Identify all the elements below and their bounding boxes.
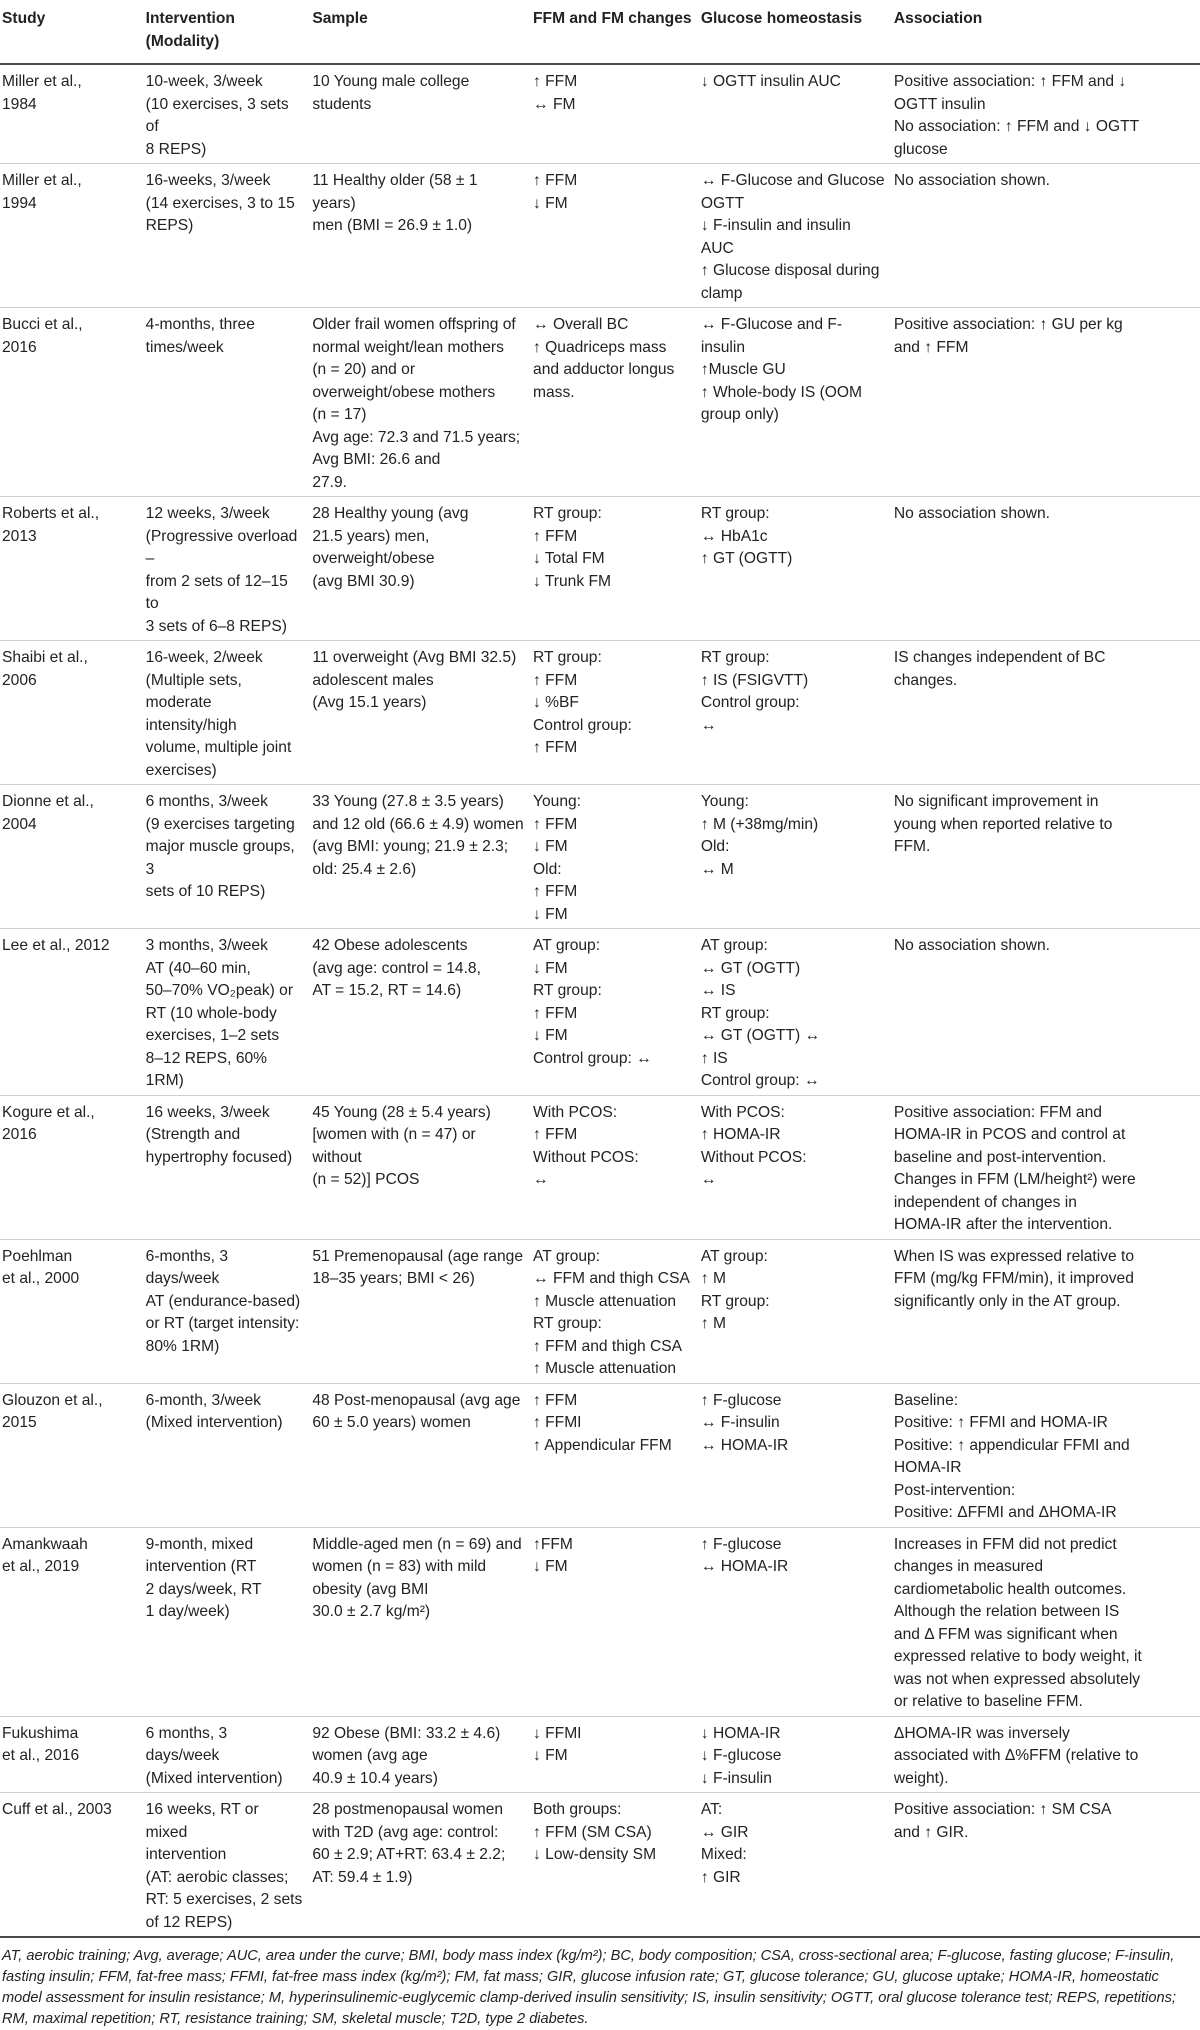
cell-text: With PCOS: ↑ HOMA-IR Without PCOS: ↔	[700, 1103, 807, 1188]
cell-sample	[310, 641, 531, 785]
cell-text: 51 Premenopausal (age range 18–35 years; BMI < 26)	[312, 1247, 523, 1287]
cell-ffm-fm-changes	[531, 308, 699, 497]
cell-text: Fukushima et al., 2016	[2, 1724, 80, 1764]
table-header	[0, 0, 1200, 64]
cell-text: 16-week, 2/week (Multiple sets, moderate intensity/high volume, multiple joint exercises)	[145, 649, 292, 779]
cell-intervention	[144, 1095, 311, 1239]
cell-text: No association shown.	[893, 172, 1050, 189]
cell-text: Roberts et al., 2013	[2, 505, 100, 545]
cell-ffm-fm-changes	[531, 785, 699, 929]
cell-text: Positive association: FFM and HOMA-IR in PCOS and control at baseline and post-intervention. Changes in FFM (LM/height²) were independent of changes in HOMA-IR after the intervention.	[893, 1103, 1136, 1233]
cell-ffm-fm-changes	[531, 641, 699, 785]
cell-text: AT group: ↔ FFM and thigh CSA ↑ Muscle attenuation RT group: ↑ FFM and thigh CSA ↑ Muscle attenuation	[533, 1247, 690, 1377]
cell-text: 33 Young (27.8 ± 3.5 years) and 12 old (66.6 ± 4.9) women (avg BMI: young; 21.9 ± 2.3; old: 25.4 ± 2.6)	[312, 793, 524, 878]
cell-sample	[310, 64, 531, 164]
cell-association	[892, 1383, 1200, 1527]
cell-intervention	[144, 1239, 311, 1383]
table-footnote: AT, aerobic training; Avg, average; AUC, area under the curve; BMI, body mass index (kg/m²); BC, body composition; CSA, cross-sectional area; F-glucose, fasting glucose; F-insulin, fasting insulin; FFM, fat-free mass; FFMI, fat-free mass index (kg/m²); FM, fat mass; GIR, glucose infusion rate; GT, glucose tolerance; GU, glucose uptake; HOMA-IR, homeostatic model assessment for insulin resistance; M, hyperinsulinemic-euglycemic clamp-derived insulin sensitivity; IS, insulin sensitivity; OGTT, oral glucose tolerance test; REPS, repetitions; RM, maximal repetition; RT, resistance training; SM, skeletal muscle; T2D, type 2 diabetes.	[2, 1948, 1176, 2027]
cell-text: IS changes independent of BC changes.	[893, 649, 1106, 689]
cell-text: ↔ F-Glucose and F-insulin ↑Muscle GU ↑ Whole-body IS (OOM group only)	[700, 316, 863, 423]
cell-sample	[310, 929, 531, 1096]
cell-text: ↑ FFM ↑ FFMI ↑ Appendicular FFM	[533, 1391, 672, 1454]
cell-text: No association shown.	[893, 937, 1050, 954]
cell-text: 6-months, 3 days/week AT (endurance-based) or RT (target intensity: 80% 1RM)	[145, 1247, 301, 1355]
cell-study	[0, 1239, 144, 1383]
cell-text: Dionne et al., 2004	[2, 793, 94, 833]
cell-ffm-fm-changes	[531, 164, 699, 308]
header-glucose-homeostasis: Glucose homeostasis	[699, 0, 892, 64]
cell-text: 11 overweight (Avg BMI 32.5) adolescent males (Avg 15.1 years)	[312, 649, 517, 711]
cell-glucose-homeostasis	[699, 64, 892, 164]
cell-text: AT group: ↑ M RT group: ↑ M	[700, 1247, 770, 1332]
cell-text: Miller et al., 1984	[2, 73, 82, 113]
table-row	[0, 1716, 1200, 1793]
cell-text: ↓ FFMI ↓ FM	[533, 1724, 582, 1764]
cell-association	[892, 1095, 1200, 1239]
cell-sample	[310, 1527, 531, 1716]
cell-glucose-homeostasis	[699, 164, 892, 308]
cell-glucose-homeostasis	[699, 497, 892, 641]
cell-text: 10-week, 3/week (10 exercises, 3 sets of 8 REPS)	[145, 73, 289, 158]
cell-ffm-fm-changes	[531, 929, 699, 1096]
cell-study	[0, 929, 144, 1096]
cell-ffm-fm-changes	[531, 1095, 699, 1239]
cell-text: Bucci et al., 2016	[2, 316, 83, 356]
cell-sample	[310, 1793, 531, 1938]
cell-glucose-homeostasis	[699, 308, 892, 497]
table-row	[0, 1527, 1200, 1716]
cell-text: Cuff et al., 2003	[2, 1801, 112, 1818]
cell-sample	[310, 1239, 531, 1383]
cell-text: 3 months, 3/week AT (40–60 min, 50–70% VO₂peak) or RT (10 whole-body exercises, 1–2 sets 8–12 REPS, 60% 1RM)	[145, 937, 294, 1089]
cell-text: Shaibi et al., 2006	[2, 649, 88, 689]
cell-text: 6-month, 3/week (Mixed intervention)	[145, 1391, 283, 1431]
table-row	[0, 1095, 1200, 1239]
cell-text: 4-months, three times/week	[145, 316, 255, 356]
cell-association	[892, 1239, 1200, 1383]
cell-sample	[310, 497, 531, 641]
cell-intervention	[144, 1793, 311, 1938]
cell-intervention	[144, 1527, 311, 1716]
table-row	[0, 164, 1200, 308]
cell-association	[892, 308, 1200, 497]
cell-text: Miller et al., 1994	[2, 172, 82, 212]
table-row	[0, 929, 1200, 1096]
cell-association	[892, 1716, 1200, 1793]
table-row	[0, 1239, 1200, 1383]
cell-intervention	[144, 164, 311, 308]
cell-glucose-homeostasis	[699, 1383, 892, 1527]
cell-study	[0, 1793, 144, 1938]
cell-text: 6 months, 3/week (9 exercises targeting major muscle groups, 3 sets of 10 REPS)	[145, 793, 295, 900]
header-sample: Sample	[310, 0, 531, 64]
table-row	[0, 641, 1200, 785]
header-intervention: Intervention (Modality)	[144, 0, 311, 64]
cell-sample	[310, 1095, 531, 1239]
cell-intervention	[144, 64, 311, 164]
cell-text: Both groups: ↑ FFM (SM CSA) ↓ Low-density SM	[533, 1801, 657, 1863]
cell-association	[892, 929, 1200, 1096]
header-ffm-fm-changes: FFM and FM changes	[531, 0, 699, 64]
cell-association	[892, 1793, 1200, 1938]
cell-text: Kogure et al., 2016	[2, 1103, 95, 1143]
cell-text: ↓ HOMA-IR ↓ F-glucose ↓ F-insulin	[700, 1724, 782, 1787]
cell-text: ↔ Overall BC ↑ Quadriceps mass and adductor longus mass.	[533, 316, 675, 401]
cell-text: ↑FFM ↓ FM	[533, 1535, 573, 1575]
cell-text: Middle-aged men (n = 69) and women (n = 83) with mild obesity (avg BMI 30.0 ± 2.7 kg/m²)	[312, 1535, 522, 1620]
cell-association	[892, 1527, 1200, 1716]
cell-text: Positive association: ↑ SM CSA and ↑ GIR.	[893, 1801, 1112, 1841]
cell-study	[0, 164, 144, 308]
header-association: Association	[892, 0, 1200, 64]
cell-text: ΔHOMA-IR was inversely associated with Δ%FFM (relative to weight).	[893, 1724, 1139, 1787]
cell-study	[0, 1716, 144, 1793]
cell-text: 16 weeks, RT or mixed intervention (AT: aerobic classes; RT: 5 exercises, 2 sets of 12 REPS)	[145, 1801, 303, 1931]
cell-text: ↓ OGTT insulin AUC	[700, 73, 841, 90]
cell-glucose-homeostasis	[699, 1239, 892, 1383]
cell-glucose-homeostasis	[699, 929, 892, 1096]
cell-text: RT group: ↑ FFM ↓ %BF Control group: ↑ FFM	[533, 649, 632, 756]
cell-text: No association shown.	[893, 505, 1050, 522]
cell-text: 48 Post-menopausal (avg age 60 ± 5.0 years) women	[312, 1391, 521, 1431]
cell-text: 45 Young (28 ± 5.4 years) [women with (n = 47) or without (n = 52)] PCOS	[312, 1103, 491, 1188]
cell-text: Amankwaah et al., 2019	[2, 1535, 88, 1575]
cell-study	[0, 641, 144, 785]
cell-text: 28 Healthy young (avg 21.5 years) men, overweight/obese (avg BMI 30.9)	[312, 505, 469, 590]
cell-text: 9-month, mixed intervention (RT 2 days/week, RT 1 day/week)	[145, 1535, 262, 1620]
cell-study	[0, 1383, 144, 1527]
header-study: Study	[0, 0, 144, 64]
cell-text: ↑ F-glucose ↔ HOMA-IR	[700, 1535, 789, 1575]
cell-text: 6 months, 3 days/week (Mixed intervention)	[145, 1724, 283, 1787]
cell-intervention	[144, 929, 311, 1096]
cell-text: ↑ FFM ↔ FM	[533, 73, 578, 113]
cell-text: RT group: ↑ FFM ↓ Total FM ↓ Trunk FM	[533, 505, 611, 590]
cell-sample	[310, 164, 531, 308]
cell-ffm-fm-changes	[531, 1793, 699, 1938]
cell-glucose-homeostasis	[699, 1527, 892, 1716]
cell-association	[892, 497, 1200, 641]
cell-study	[0, 1527, 144, 1716]
cell-text: Positive association: ↑ GU per kg and ↑ FFM	[893, 316, 1123, 356]
cell-text: ↑ F-glucose ↔ F-insulin ↔ HOMA-IR	[700, 1391, 789, 1454]
cell-ffm-fm-changes	[531, 64, 699, 164]
cell-text: Positive association: ↑ FFM and ↓ OGTT insulin No association: ↑ FFM and ↓ OGTT glucose	[893, 73, 1140, 158]
header-row	[0, 0, 1200, 64]
cell-text: No significant improvement in young when reported relative to FFM.	[893, 793, 1113, 855]
cell-study	[0, 497, 144, 641]
cell-study	[0, 1095, 144, 1239]
cell-study	[0, 64, 144, 164]
cell-intervention	[144, 497, 311, 641]
cell-sample	[310, 308, 531, 497]
cell-intervention	[144, 785, 311, 929]
cell-text: AT: ↔ GIR Mixed: ↑ GIR	[700, 1801, 749, 1886]
cell-text: Young: ↑ M (+38mg/min) Old: ↔ M	[700, 793, 819, 878]
cell-association	[892, 64, 1200, 164]
cell-intervention	[144, 308, 311, 497]
cell-ffm-fm-changes	[531, 1383, 699, 1527]
cell-text: Poehlman et al., 2000	[2, 1247, 80, 1287]
cell-sample	[310, 785, 531, 929]
cell-ffm-fm-changes	[531, 1239, 699, 1383]
cell-glucose-homeostasis	[699, 1716, 892, 1793]
cell-text: ↑ FFM ↓ FM	[533, 172, 578, 212]
cell-intervention	[144, 641, 311, 785]
cell-text: Baseline: Positive: ↑ FFMI and HOMA-IR Positive: ↑ appendicular FFMI and HOMA-IR Post-intervention: Positive: ΔFFMI and ΔHOMA-IR	[893, 1391, 1130, 1521]
cell-text: 16 weeks, 3/week (Strength and hypertrophy focused)	[145, 1103, 293, 1166]
cell-intervention	[144, 1383, 311, 1527]
cell-text: ↔ F-Glucose and Glucose OGTT ↓ F-insulin and insulin AUC ↑ Glucose disposal during clamp	[700, 172, 885, 302]
cell-text: Increases in FFM did not predict changes in measured cardiometabolic health outcomes. Although the relation between IS and Δ FFM was significant when expressed relative to body weight, it was not when expressed absolutely or relative to baseline FFM.	[893, 1535, 1142, 1710]
cell-study	[0, 308, 144, 497]
cell-glucose-homeostasis	[699, 1095, 892, 1239]
table-row	[0, 1383, 1200, 1527]
cell-glucose-homeostasis	[699, 641, 892, 785]
cell-text: With PCOS: ↑ FFM Without PCOS: ↔	[533, 1103, 639, 1188]
cell-text: RT group: ↑ IS (FSIGVTT) Control group: ↔	[700, 649, 809, 734]
cell-ffm-fm-changes	[531, 1527, 699, 1716]
table-row	[0, 497, 1200, 641]
cell-text: 12 weeks, 3/week (Progressive overload – from 2 sets of 12–15 to 3 sets of 6–8 REPS)	[145, 505, 298, 635]
cell-text: Lee et al., 2012	[2, 937, 110, 954]
cell-ffm-fm-changes	[531, 1716, 699, 1793]
cell-text: Glouzon et al., 2015	[2, 1391, 103, 1431]
cell-text: When IS was expressed relative to FFM (mg/kg FFM/min), it improved significantly only in the AT group.	[893, 1247, 1135, 1310]
cell-text: Older frail women offspring of normal weight/lean mothers (n = 20) and or overweight/obese mothers (n = 17) Avg age: 72.3 and 71.5 years; Avg BMI: 26.6 and 27.9.	[312, 316, 521, 491]
cell-text: 28 postmenopausal women with T2D (avg age: control: 60 ± 2.9; AT+RT: 63.4 ± 2.2; AT: 59.4 ± 1.9)	[312, 1801, 506, 1886]
cell-intervention	[144, 1716, 311, 1793]
cell-text: 10 Young male college students	[312, 73, 474, 113]
cell-sample	[310, 1716, 531, 1793]
cell-association	[892, 785, 1200, 929]
cell-text: 92 Obese (BMI: 33.2 ± 4.6) women (avg age 40.9 ± 10.4 years)	[312, 1724, 501, 1787]
cell-text: 16-weeks, 3/week (14 exercises, 3 to 15 REPS)	[145, 172, 295, 234]
cell-text: 42 Obese adolescents (avg age: control = 14.8, AT = 15.2, RT = 14.6)	[312, 937, 481, 999]
cell-text: 11 Healthy older (58 ± 1 years) men (BMI = 26.9 ± 1.0)	[312, 172, 478, 234]
table-row	[0, 308, 1200, 497]
cell-text: Young: ↑ FFM ↓ FM Old: ↑ FFM ↓ FM	[533, 793, 582, 923]
cell-association	[892, 164, 1200, 308]
cell-sample	[310, 1383, 531, 1527]
cell-association	[892, 641, 1200, 785]
table-row	[0, 785, 1200, 929]
cell-ffm-fm-changes	[531, 497, 699, 641]
table-row	[0, 64, 1200, 164]
cell-text: AT group: ↓ FM RT group: ↑ FFM ↓ FM Control group: ↔	[533, 937, 652, 1067]
table-body	[0, 64, 1200, 1937]
cell-study	[0, 785, 144, 929]
table-row	[0, 1793, 1200, 1938]
cell-text: RT group: ↔ HbA1c ↑ GT (OGTT)	[700, 505, 793, 567]
cell-glucose-homeostasis	[699, 785, 892, 929]
cell-text: AT group: ↔ GT (OGTT) ↔ IS RT group: ↔ GT (OGTT) ↔ ↑ IS Control group: ↔	[700, 937, 821, 1089]
cell-glucose-homeostasis	[699, 1793, 892, 1938]
